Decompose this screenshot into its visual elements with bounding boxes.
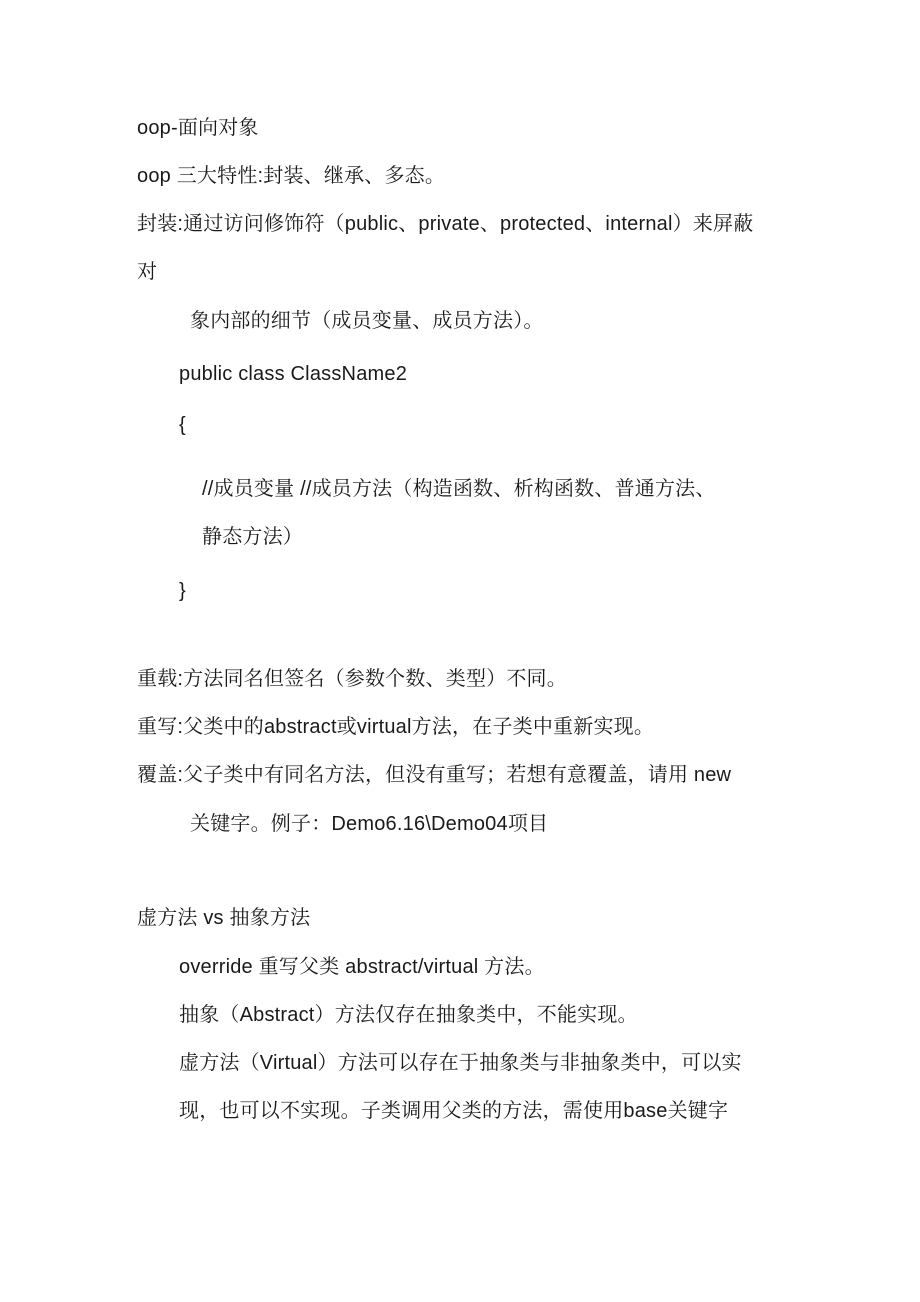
encapsulation-line-3: 象内部的细节（成员变量、成员方法）。 <box>190 310 544 332</box>
code-class-declaration: public class ClassName2 <box>179 363 408 385</box>
virtual-method-note-line-1: 虚方法（Virtual）方法可以存在于抽象类与非抽象类中，可以实 <box>179 1052 742 1074</box>
hiding-definition-line-2: 关键字。例子：Demo6.16\Demo04项目 <box>190 813 549 835</box>
heading-oop: oop-面向对象 <box>137 117 259 139</box>
code-close-brace: } <box>179 580 186 602</box>
oop-three-features: oop 三大特性:封装、继承、多态。 <box>137 165 446 187</box>
encapsulation-line-2: 对 <box>137 261 158 283</box>
abstract-method-note: 抽象（Abstract）方法仅存在抽象类中，不能实现。 <box>179 1004 638 1026</box>
code-open-brace: { <box>179 414 186 436</box>
overload-definition: 重载:方法同名但签名（参数个数、类型）不同。 <box>137 668 567 690</box>
virtual-method-note-line-2: 现，也可以不实现。子类调用父类的方法，需使用base关键字 <box>179 1100 729 1122</box>
section-heading-virtual-vs-abstract: 虚方法 vs 抽象方法 <box>137 907 311 929</box>
encapsulation-line-1: 封装:通过访问修饰符（public、private、protected、internal）来屏蔽 <box>137 213 754 235</box>
override-definition: 重写:父类中的abstract或virtual方法，在子类中重新实现。 <box>137 716 655 738</box>
hiding-definition-line-1: 覆盖:父子类中有同名方法，但没有重写；若想有意覆盖，请用 new <box>137 764 732 786</box>
code-comment-line-2: 静态方法） <box>202 526 303 548</box>
code-comment-line-1: //成员变量 //成员方法（构造函数、析构函数、普通方法、 <box>202 478 716 500</box>
override-keyword-note: override 重写父类 abstract/virtual 方法。 <box>179 956 545 978</box>
